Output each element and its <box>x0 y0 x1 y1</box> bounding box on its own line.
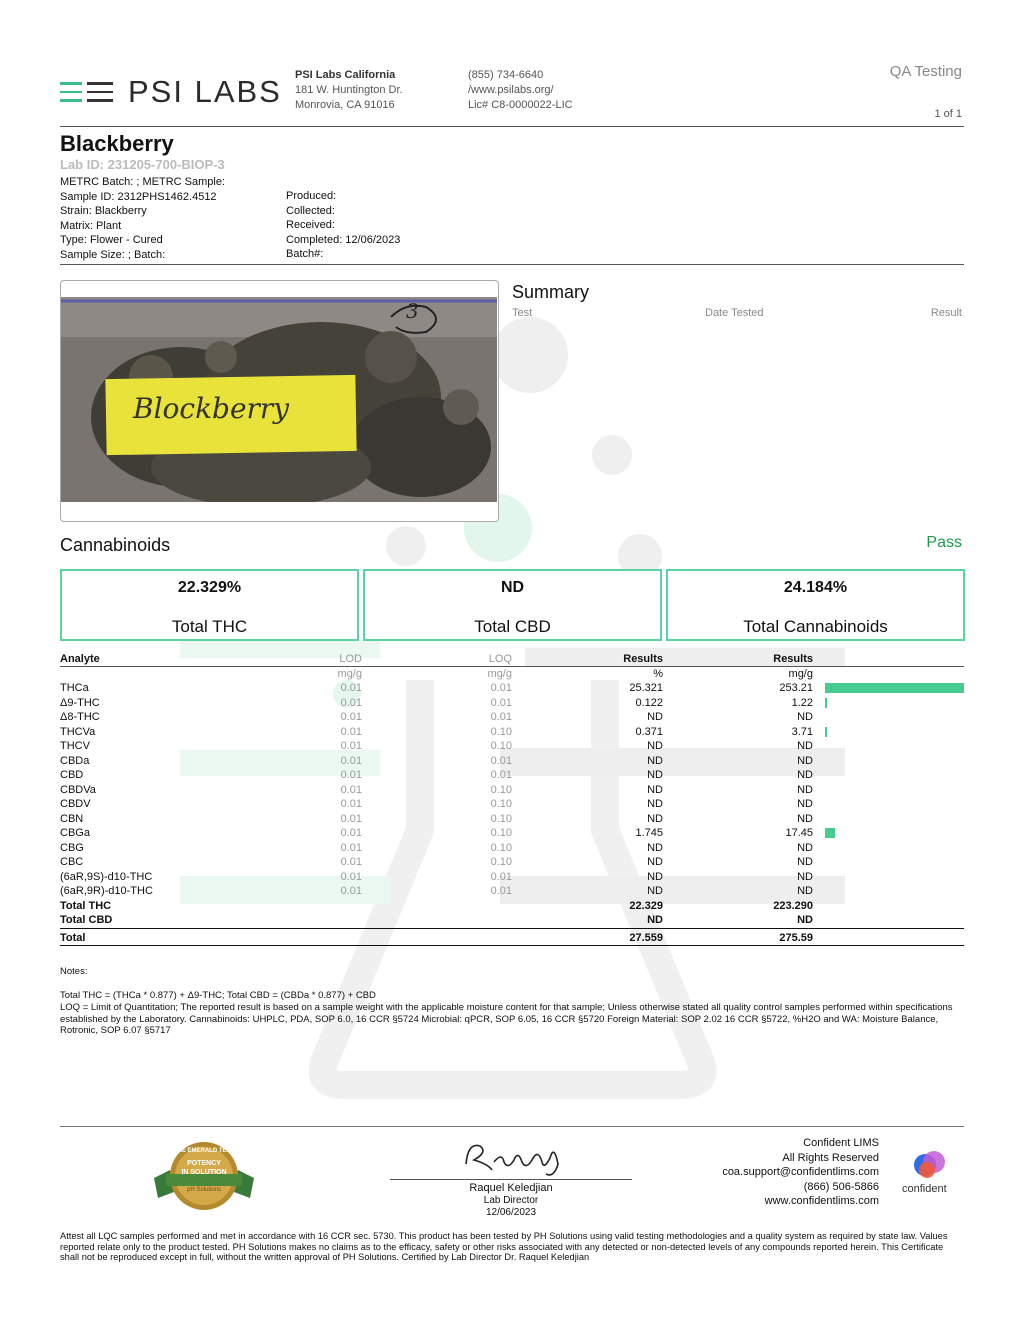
result-mg-cell: ND <box>797 870 813 883</box>
kpi-value: ND <box>500 579 525 596</box>
lims-phone: (866) 506-5866 <box>803 1180 879 1193</box>
psi-logo-icon <box>60 82 114 108</box>
lims-website[interactable]: www.confidentlims.com <box>764 1195 879 1207</box>
summary-col-result: Result <box>930 307 962 319</box>
company-name: PSI Labs California <box>295 69 396 81</box>
emerald-test-badge <box>152 1140 256 1212</box>
confident-logo-icon <box>912 1150 948 1182</box>
badge-bottom-text: pH Solutions <box>186 1187 222 1193</box>
lod-cell: 0.01 <box>340 740 362 752</box>
kpi-total-thc <box>60 569 359 641</box>
loq-cell: 0.01 <box>490 870 512 883</box>
analyte-cell: CBN <box>60 812 84 825</box>
lod-cell: 0.01 <box>340 827 362 839</box>
col-lod: LOD <box>339 653 362 665</box>
result-mg-cell: ND <box>797 783 813 796</box>
result-mg-cell: ND <box>797 798 813 810</box>
result-bar <box>825 727 827 737</box>
loq-cell: 0.01 <box>490 682 512 694</box>
col-loq: LOQ <box>488 653 512 665</box>
unit-lod: mg/g <box>337 667 362 680</box>
sample-details-left: METRC Batch: ; METRC Sample: Sample ID: 2312PHS1462.4512 Strain: Blackberry Matrix: Plant Type: Flower - Cured Sample Size: ; Batch: <box>60 176 226 261</box>
kpi-label: Total THC <box>171 617 248 636</box>
signer-block <box>390 1182 632 1220</box>
result-pct-cell: ND <box>647 769 663 781</box>
grand-total-row <box>60 928 964 946</box>
result-bar <box>825 828 835 838</box>
table-row <box>60 783 964 798</box>
table-row <box>60 754 964 769</box>
loq-cell: 0.01 <box>490 696 512 709</box>
result-pct-cell: ND <box>647 856 663 868</box>
table-row <box>60 870 964 885</box>
sample-divider <box>60 264 964 265</box>
lod-cell: 0.01 <box>340 769 362 781</box>
badge-top-text: THE EMERALD TEST <box>173 1148 235 1154</box>
result-bar <box>825 698 827 708</box>
result-mg-cell: ND <box>797 754 813 767</box>
result-pct-cell: ND <box>647 740 663 752</box>
table-row <box>60 855 964 870</box>
lod-cell: 0.01 <box>340 754 362 767</box>
result-pct-cell: 0.371 <box>635 725 663 738</box>
total-pct: ND <box>647 914 663 926</box>
analyte-cell: (6aR,9R)-d10-THC <box>60 885 153 897</box>
loq-cell: 0.01 <box>490 769 512 781</box>
table-row <box>60 681 964 696</box>
kpi-value: 22.329% <box>177 579 242 596</box>
kpi-total-cbd <box>363 569 662 641</box>
table-row <box>60 710 964 725</box>
analyte-cell: CBG <box>60 841 84 854</box>
header-divider <box>60 126 964 127</box>
badge-mid-text-2: IN SOLUTION <box>181 1169 227 1176</box>
table-row <box>60 797 964 812</box>
col-analyte: Analyte <box>60 653 100 665</box>
result-mg-cell: ND <box>797 740 813 752</box>
loq-cell: 0.01 <box>490 711 512 723</box>
loq-cell: 0.01 <box>490 754 512 767</box>
result-pct-cell: ND <box>647 812 663 825</box>
result-mg-cell: 1.22 <box>791 696 813 709</box>
summary-col-test: Test <box>512 307 533 319</box>
loq-cell: 0.10 <box>490 827 512 839</box>
loq-cell: 0.10 <box>490 856 512 868</box>
lab-id: Lab ID: 231205-700-BIOP-3 <box>60 157 225 172</box>
summary-col-date: Date Tested <box>705 307 764 319</box>
lod-cell: 0.01 <box>340 711 362 723</box>
results-table <box>60 652 964 946</box>
analyte-cell: CBDVa <box>60 783 96 796</box>
table-row <box>60 826 964 841</box>
result-pct-cell: ND <box>647 783 663 796</box>
unit-pct: % <box>653 667 663 680</box>
result-pct-cell: 0.122 <box>635 696 663 709</box>
sample-details-right: Produced: Collected: Received: Completed: 12/06/2023 Batch#: <box>286 190 401 260</box>
website-link[interactable]: /www.psilabs.org/ <box>468 84 554 96</box>
loq-cell: 0.01 <box>490 885 512 897</box>
table-units-row <box>60 667 964 682</box>
lod-cell: 0.01 <box>340 885 362 897</box>
qa-testing-label: QA Testing <box>889 63 962 80</box>
result-pct-cell: 1.745 <box>635 827 663 839</box>
license: Lic# C8-0000022-LIC <box>468 99 573 111</box>
lims-info <box>722 1136 879 1209</box>
result-mg-cell: 17.45 <box>785 827 813 839</box>
loq-cell: 0.10 <box>490 841 512 854</box>
total-label: Total CBD <box>60 914 113 926</box>
photo-handwritten-mark: 3 <box>406 299 419 323</box>
result-pct-cell: ND <box>647 885 663 897</box>
analyte-cell: (6aR,9S)-d10-THC <box>60 870 153 883</box>
analyte-cell: CBD <box>60 769 84 781</box>
loq-cell: 0.10 <box>490 812 512 825</box>
result-mg-cell: ND <box>797 856 813 868</box>
grand-total-pct: 27.559 <box>512 928 663 946</box>
result-pct-cell: ND <box>647 798 663 810</box>
result-mg-cell: ND <box>797 841 813 854</box>
result-pct-cell: ND <box>647 711 663 723</box>
result-mg-cell: ND <box>797 711 813 723</box>
sample-name: Blackberry <box>60 131 174 156</box>
lims-rights: All Rights Reserved <box>782 1151 879 1164</box>
result-mg-cell: ND <box>797 885 813 897</box>
lims-name: Confident LIMS <box>803 1137 879 1149</box>
result-pct-cell: ND <box>647 841 663 854</box>
sign-date: 12/06/2023 <box>485 1207 537 1218</box>
table-row <box>60 884 964 899</box>
table-header-row <box>60 652 964 667</box>
analyte-cell: THCVa <box>60 725 96 738</box>
analyte-cell: Δ8-THC <box>60 711 100 723</box>
cannabinoids-title: Cannabinoids <box>60 535 171 555</box>
col-results-pct: Results <box>623 653 663 665</box>
result-mg-cell: ND <box>797 769 813 781</box>
table-row <box>60 768 964 783</box>
table-row <box>60 696 964 711</box>
lims-email[interactable]: coa.support@confidentlims.com <box>722 1166 879 1178</box>
kpi-value: 24.184% <box>783 579 848 596</box>
analyte-cell: CBDa <box>60 754 90 767</box>
confident-logo-text: confident <box>902 1183 947 1195</box>
analyte-cell: CBDV <box>60 798 91 810</box>
analyte-cell: THCa <box>60 682 89 694</box>
result-pct-cell: ND <box>647 870 663 883</box>
result-mg-cell: 253.21 <box>779 682 813 694</box>
attestation-text: Attest all LQC samples performed and met in accordance with 16 CCR sec. 5730. This product has been tested by PH Solutions using valid testing methodologies and a quality system as required by state law. Values reported relate only to the product tested. PH Solutions makes no claims as to the efficacy, safety or other risks associated with any detected or non-detected levels of any compounds reported herein. This Certificate shall not be reproduced except in full, without the written approval of PH Solutions. Certified by Lab Director Dr. Raquel Keledjian <box>60 1231 948 1262</box>
lod-cell: 0.01 <box>340 682 362 694</box>
result-bar <box>825 683 964 693</box>
total-row <box>60 899 964 914</box>
table-row <box>60 739 964 754</box>
address-line-2: Monrovia, CA 91016 <box>295 99 395 111</box>
grand-total-mg: 275.59 <box>663 928 813 946</box>
loq-cell: 0.10 <box>490 798 512 810</box>
signer-name: Raquel Keledjian <box>469 1182 553 1194</box>
loq-cell: 0.10 <box>490 740 512 752</box>
analyte-cell: THCV <box>60 740 90 752</box>
kpi-label: Total Cannabinoids <box>743 617 888 636</box>
kpi-total-cannabinoids <box>666 569 965 641</box>
analyte-cell: CBC <box>60 856 84 868</box>
unit-loq: mg/g <box>487 667 512 680</box>
lod-cell: 0.01 <box>340 725 362 738</box>
col-results-mg: Results <box>773 653 813 665</box>
total-row <box>60 913 964 928</box>
summary-title: Summary <box>512 282 590 302</box>
notes-title: Notes: <box>60 966 88 977</box>
signer-title: Lab Director <box>483 1194 539 1206</box>
grand-total-label: Total <box>60 928 300 946</box>
result-mg-cell: 3.71 <box>791 725 813 738</box>
lod-cell: 0.01 <box>340 870 362 883</box>
table-row <box>60 725 964 740</box>
result-pct-cell: 25.321 <box>629 682 663 694</box>
loq-cell: 0.10 <box>490 725 512 738</box>
total-mg: ND <box>797 914 813 926</box>
table-row <box>60 841 964 856</box>
photo-handwritten-label: Blockberry <box>133 392 290 425</box>
analyte-cell: Δ9-THC <box>60 696 100 709</box>
lod-cell: 0.01 <box>340 856 362 868</box>
kpi-label: Total CBD <box>474 617 551 636</box>
page-number: 1 of 1 <box>934 108 962 120</box>
status-badge: Pass <box>926 534 962 551</box>
company-contact <box>468 68 573 113</box>
lod-cell: 0.01 <box>340 798 362 810</box>
table-row <box>60 812 964 827</box>
result-pct-cell: ND <box>647 754 663 767</box>
analyte-cell: CBGa <box>60 827 90 839</box>
lod-cell: 0.01 <box>340 783 362 796</box>
result-mg-cell: ND <box>797 812 813 825</box>
lod-cell: 0.01 <box>340 812 362 825</box>
badge-mid-text-1: POTENCY <box>187 1160 221 1167</box>
lod-cell: 0.01 <box>340 841 362 854</box>
signature <box>458 1134 578 1178</box>
loq-cell: 0.10 <box>490 783 512 796</box>
address-line-1: 181 W. Huntington Dr. <box>295 84 403 96</box>
company-address <box>295 68 403 113</box>
notes-methods: LOQ = Limit of Quantitation; The reported result is based on a sample weight with the applicable moisture content for that sample; Unless otherwise stated all quality control samples performed within specifications established by the Laboratory. Cannabinoids: UHPLC, PDA, SOP 6.0, 16 CCR §5724 Microbial: qPCR, SOP 6.05, 16 CCR §5720 Foreign Material: SOP 2.02 16 CCR §5722, %H2O and WA: Moisture Balance, Rotronic, SOP 6.07 §5717 <box>60 1002 953 1036</box>
phone: (855) 734-6640 <box>468 69 544 81</box>
unit-mg: mg/g <box>788 667 813 680</box>
notes-formula: Total THC = (THCa * 0.877) + Δ9-THC; Total CBD = (CBDa * 0.877) + CBD <box>60 990 376 1001</box>
logo-text: PSI LABS <box>128 74 282 109</box>
signature-line <box>390 1179 632 1180</box>
sample-photo <box>61 297 497 502</box>
total-label: Total THC <box>60 899 112 912</box>
footer-divider <box>60 1126 964 1127</box>
total-mg: 223.290 <box>773 899 813 912</box>
total-pct: 22.329 <box>629 899 663 912</box>
lod-cell: 0.01 <box>340 696 362 709</box>
